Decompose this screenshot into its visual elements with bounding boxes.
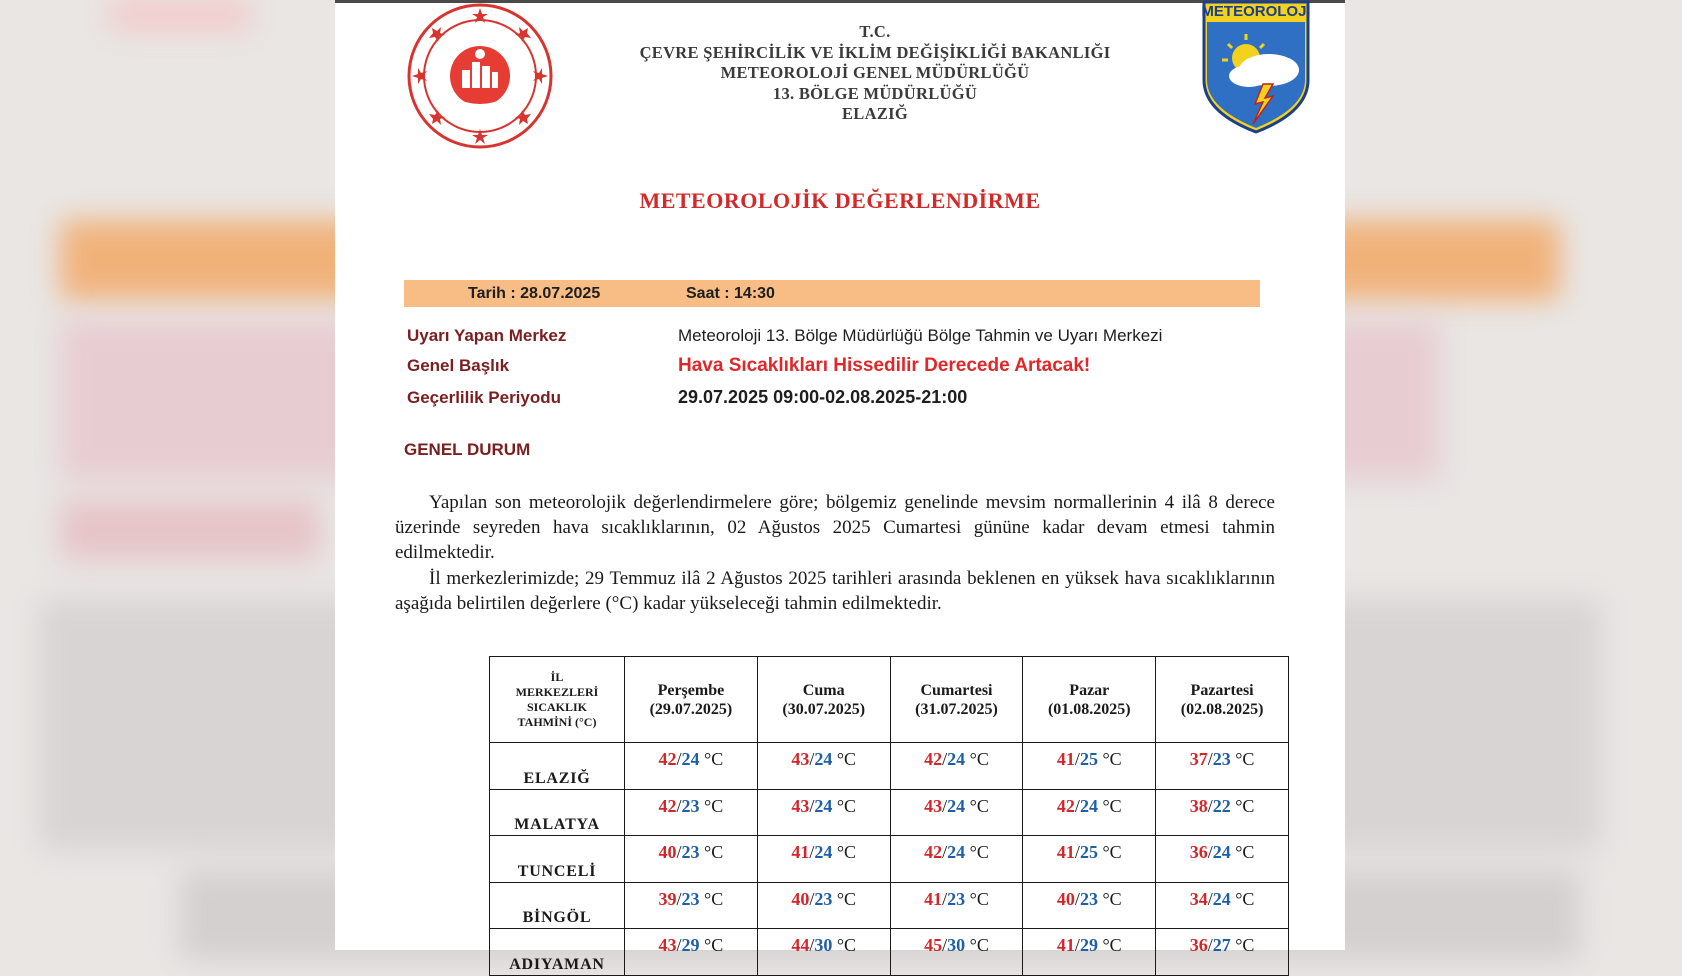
max-temp: 41	[1056, 842, 1075, 862]
unit-label: °C	[1235, 888, 1255, 909]
blur-block	[110, 0, 250, 30]
temperature-cell	[625, 789, 758, 836]
temperature-cell	[1023, 882, 1156, 929]
unit-label: °C	[1102, 888, 1122, 909]
temperature-cell	[1156, 743, 1289, 790]
info-value-center: Meteoroloji 13. Bölge Müdürlüğü Bölge Tahmin ve Uyarı Merkezi	[678, 326, 1163, 345]
separator: /	[809, 935, 815, 955]
max-temp: 45	[924, 935, 943, 955]
date-label: Tarih : 28.07.2025	[468, 285, 601, 302]
temperature-cell	[1023, 789, 1156, 836]
header-line: METEOROLOJİ GENEL MÜDÜRLÜĞÜ	[720, 63, 1030, 82]
min-temp: 24	[814, 749, 833, 769]
min-temp: 25	[1079, 749, 1098, 769]
header-line: ELAZIĞ	[842, 104, 908, 123]
header-line: 13. BÖLGE MÜDÜRLÜĞÜ	[772, 83, 978, 103]
unit-label: °C	[969, 888, 989, 909]
unit-label: °C	[836, 749, 857, 769]
min-temp: 24	[814, 795, 833, 816]
day-header	[1023, 657, 1156, 743]
day-name: Pazartesi	[1190, 681, 1254, 699]
unit-label: °C	[1102, 842, 1122, 862]
corner-line: TAHMİNİ (°C)	[517, 714, 597, 729]
day-date: (31.07.2025)	[915, 700, 998, 718]
temperature-cell	[757, 929, 890, 976]
separator: /	[809, 749, 815, 769]
info-label-center: Uyarı Yapan Merkez	[407, 326, 567, 345]
max-temp: 41	[924, 888, 943, 909]
max-temp: 36	[1189, 842, 1208, 862]
unit-label: °C	[836, 935, 857, 955]
separator: /	[1074, 795, 1080, 816]
min-temp: 22	[1212, 795, 1231, 816]
max-temp: 40	[658, 842, 677, 862]
city-cell: MALATYA	[490, 789, 625, 836]
table-row	[490, 789, 1289, 836]
day-date: (01.08.2025)	[1047, 700, 1131, 718]
temperature-cell	[1023, 836, 1156, 883]
max-temp: 40	[791, 888, 810, 909]
separator: /	[1207, 935, 1213, 955]
unit-label: °C	[969, 842, 989, 862]
min-temp: 24	[1079, 795, 1098, 816]
max-temp: 39	[658, 888, 677, 909]
separator: /	[942, 795, 948, 816]
temperature-cell	[890, 929, 1023, 976]
unit-label: °C	[836, 888, 857, 909]
min-temp: 23	[947, 888, 966, 909]
separator: /	[1207, 842, 1213, 862]
temperature-cell	[1156, 882, 1289, 929]
unit-label: °C	[969, 749, 989, 769]
min-temp: 29	[1079, 935, 1098, 955]
separator: /	[676, 795, 682, 816]
header-line: T.C.	[859, 22, 891, 41]
separator: /	[1074, 888, 1080, 909]
day-header	[890, 657, 1023, 743]
city-cell: ADIYAMAN	[490, 929, 625, 976]
unit-label: °C	[1102, 749, 1122, 769]
min-temp: 24	[1212, 888, 1231, 909]
corner-line: MERKEZLERİ	[515, 684, 599, 699]
temperature-cell	[1023, 929, 1156, 976]
city-cell: ELAZIĞ	[490, 743, 625, 790]
max-temp: 41	[1056, 935, 1075, 955]
info-value-title: Hava Sıcaklıkları Hissedilir Derecede Artacak!	[678, 355, 1091, 376]
max-temp: 43	[658, 935, 677, 955]
min-temp: 23	[814, 888, 833, 909]
day-name: Cumartesi	[920, 681, 993, 699]
min-temp: 24	[947, 842, 966, 862]
unit-label: °C	[704, 935, 724, 955]
table-header-row	[490, 657, 1289, 743]
separator: /	[676, 842, 682, 862]
separator: /	[676, 935, 682, 955]
temperature-cell	[625, 929, 758, 976]
max-temp: 43	[924, 795, 943, 816]
max-temp: 42	[924, 749, 943, 769]
separator: /	[1207, 888, 1213, 909]
unit-label: °C	[1235, 749, 1255, 769]
separator: /	[1074, 749, 1080, 769]
temperature-cell	[757, 743, 890, 790]
day-date: (30.07.2025)	[782, 700, 866, 718]
day-name: Pazar	[1069, 681, 1110, 699]
section-title: GENEL DURUM	[404, 440, 531, 459]
separator: /	[1207, 795, 1213, 816]
temperature-cell	[625, 743, 758, 790]
max-temp: 42	[1056, 795, 1075, 816]
separator: /	[942, 888, 948, 909]
corner-line: İL	[550, 669, 564, 684]
document-header	[565, 22, 1185, 125]
temperature-cell	[625, 836, 758, 883]
separator: /	[809, 842, 815, 862]
unit-label: °C	[836, 842, 857, 862]
max-temp: 44	[791, 935, 810, 955]
max-temp: 42	[924, 842, 943, 862]
max-temp: 41	[1056, 749, 1075, 769]
day-header	[1156, 657, 1289, 743]
separator: /	[942, 935, 948, 955]
table-row	[490, 882, 1289, 929]
table-row	[490, 929, 1289, 976]
header-line: ÇEVRE ŞEHİRCİLİK VE İKLİM DEĞİŞİKLİĞİ BAKANLIĞI	[639, 42, 1111, 62]
min-temp: 24	[681, 749, 700, 769]
temperature-cell	[1156, 836, 1289, 883]
city-cell: TUNCELİ	[490, 836, 625, 883]
min-temp: 23	[681, 795, 700, 816]
min-temp: 29	[681, 935, 700, 955]
min-temp: 23	[1212, 749, 1231, 769]
separator: /	[1074, 935, 1080, 955]
min-temp: 27	[1212, 935, 1231, 955]
max-temp: 34	[1189, 888, 1208, 909]
separator: /	[942, 749, 948, 769]
unit-label: °C	[704, 842, 724, 862]
max-temp: 43	[791, 749, 810, 769]
separator: /	[809, 795, 815, 816]
temperature-cell	[1156, 929, 1289, 976]
day-date: (29.07.2025)	[649, 700, 733, 718]
unit-label: °C	[969, 795, 989, 816]
table-row	[490, 743, 1289, 790]
temperature-cell	[757, 836, 890, 883]
meteoroloji-logo-icon	[1201, 0, 1311, 134]
min-temp: 23	[681, 842, 700, 862]
max-temp: 43	[791, 795, 810, 816]
unit-label: °C	[1102, 935, 1122, 955]
temperature-cell	[890, 743, 1023, 790]
min-temp: 30	[947, 935, 966, 955]
info-label-title: Genel Başlık	[407, 356, 510, 375]
separator: /	[676, 749, 682, 769]
day-header	[625, 657, 758, 743]
min-temp: 23	[681, 888, 700, 909]
table-body	[490, 743, 1289, 976]
temperature-cell	[1156, 789, 1289, 836]
unit-label: °C	[1235, 842, 1255, 862]
corner-line: SICAKLIK	[526, 699, 588, 714]
min-temp: 30	[814, 935, 833, 955]
temperature-cell	[757, 882, 890, 929]
paragraph: Yapılan son meteorolojik değerlendirmelere göre; bölgemiz genelinde mevsim normallerinin 4 ilâ 8 derece üzerinde seyreden hava sıcaklıklarının, 02 Ağustos 2025 Cumartesi gününe kadar devam etmesi tahmin edilmektedir.	[395, 492, 1275, 563]
separator: /	[942, 842, 948, 862]
max-temp: 41	[791, 842, 810, 862]
logo-text: METEOROLOJİ	[1201, 3, 1311, 20]
day-name: Perşembe	[657, 681, 725, 699]
time-label: Saat : 14:30	[686, 285, 775, 302]
unit-label: °C	[1235, 935, 1255, 955]
corner-header	[490, 657, 625, 743]
min-temp: 24	[814, 842, 833, 862]
temperature-cell	[890, 882, 1023, 929]
day-date: (02.08.2025)	[1180, 700, 1264, 718]
temperature-cell	[890, 789, 1023, 836]
max-temp: 36	[1189, 935, 1208, 955]
separator: /	[1074, 842, 1080, 862]
ministry-seal-icon	[406, 2, 554, 150]
day-header	[757, 657, 890, 743]
date-bar	[404, 280, 1260, 307]
max-temp: 40	[1056, 888, 1075, 909]
separator: /	[1207, 749, 1213, 769]
separator: /	[676, 888, 682, 909]
max-temp: 42	[658, 749, 677, 769]
blur-block	[60, 500, 320, 560]
max-temp: 37	[1189, 749, 1208, 769]
unit-label: °C	[1102, 795, 1122, 816]
unit-label: °C	[1235, 795, 1255, 816]
separator: /	[809, 888, 815, 909]
temperature-cell	[890, 836, 1023, 883]
day-name: Cuma	[802, 681, 845, 699]
city-cell: BİNGÖL	[490, 882, 625, 929]
forecast-table	[489, 656, 1289, 976]
max-temp: 38	[1189, 795, 1208, 816]
document-title: METEOROLOJİK DEĞERLENDİRME	[639, 188, 1041, 213]
temperature-cell	[757, 789, 890, 836]
min-temp: 24	[947, 795, 966, 816]
info-value-period: 29.07.2025 09:00-02.08.2025-21:00	[678, 387, 968, 407]
min-temp: 23	[1079, 888, 1098, 909]
temperature-cell	[1023, 743, 1156, 790]
table-row	[490, 836, 1289, 883]
min-temp: 24	[1212, 842, 1231, 862]
unit-label: °C	[704, 795, 724, 816]
document-page	[335, 0, 1345, 973]
info-label-period: Geçerlilik Periyodu	[407, 388, 562, 407]
unit-label: °C	[704, 749, 724, 769]
paragraph: İl merkezlerimizde; 29 Temmuz ilâ 2 Ağustos 2025 tarihleri arasında beklenen en yüksek hava sıcaklıklarının aşağıda belirtilen değerlere (°C) kadar yükseleceği tahmin edilmektedir.	[395, 568, 1275, 614]
temperature-cell	[625, 882, 758, 929]
unit-label: °C	[704, 888, 724, 909]
unit-label: °C	[836, 795, 857, 816]
unit-label: °C	[969, 935, 989, 955]
min-temp: 24	[947, 749, 966, 769]
min-temp: 25	[1079, 842, 1098, 862]
max-temp: 42	[658, 795, 677, 816]
